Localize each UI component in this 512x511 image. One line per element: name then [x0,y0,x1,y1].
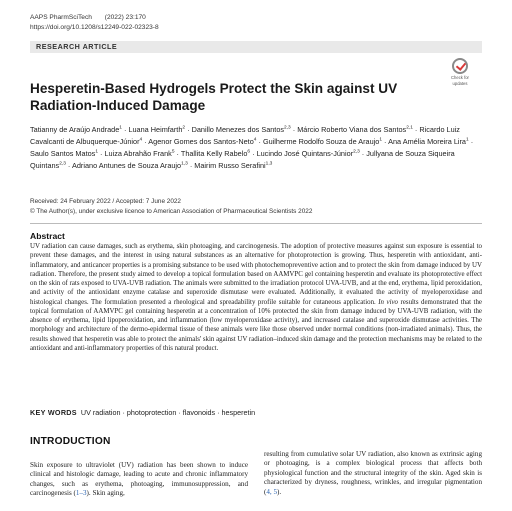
author-affiliation: 2,1 [406,126,413,131]
journal-citation [30,14,146,21]
author-list [30,124,490,172]
author-separator: · [174,149,181,159]
author-name-text: Luiza Abrahão Frank [104,149,172,159]
intro-left-text-1: Skin exposure to ultraviolet (UV) radiation has been shown to induce clinical and histologic damage, leading to acute and chronic inflammatory changes, such as erythema, photoaging, immunosuppression, and carcinogenesis ( [30,461,248,498]
author-name[interactable] [192,125,291,134]
author-affiliation: 1 [466,138,469,144]
author-separator: · [185,125,192,135]
abstract-heading: Abstract [30,231,65,241]
author-name[interactable] [297,125,413,134]
author-name[interactable] [181,149,250,158]
introduction-heading: INTRODUCTION [30,436,111,447]
author-name-text: Agenor Gomes dos Santos-Neto [148,137,254,147]
author-affiliation: 2 [182,126,186,131]
intro-left-text-2: ). Skin aging, [86,489,125,498]
author-separator: · [250,149,257,159]
author-affiliation: 1 [95,150,98,156]
author-separator: · [97,149,105,159]
abstract-text-part-2: results demonstrated that the topical formulation of AAMVPC gel containing hesperetin at a concentration of 10% protected the skin from damage induced by UVA-UVB radiation, with the absence of erythema, lipid lipoperoxidation, and inflammation (low myeloperoxidase activity), and increased catalase and superoxide dismutase activities. The morphology and architecture of the dermo-epidermal tissue of these animals were like those observed under normal conditions (non-irradiated animals). Thus, the results showed that hesperetin was able to protect the animals' skin against UV radiation–induced skin damage and the protection mechanisms may be related to the antioxidant and anti-inflammatory properties of this natural product. [30,298,482,352]
author-affiliation: 2,3 [284,126,291,131]
author-name[interactable] [104,149,174,158]
author-name-text: Saulo Santos Matos [30,149,96,159]
author-separator: · [142,137,149,147]
copyright-notice: © The Author(s), under exclusive licence to American Association of Pharmaceutical Scientists 2022 [30,208,313,215]
journal-name: AAPS PharmSciTech [30,14,92,21]
author-affiliation: 1 [119,126,122,131]
author-affiliation: 4 [253,138,257,144]
received-accepted-dates: Received: 24 February 2022 / Accepted: 7 June 2022 [30,198,181,205]
article-type-banner: RESEARCH ARTICLE [30,41,482,53]
check-updates-icon [452,58,468,74]
author-affiliation: 6 [247,150,251,156]
author-separator: · [121,125,129,135]
author-name-text: Luana Heimfarth [128,125,183,135]
author-name[interactable] [194,161,272,170]
author-affiliation: 1,3 [265,162,273,168]
author-name[interactable] [30,125,122,134]
intro-left-column [30,461,248,499]
author-name-text: Mairim Russo Serafini [194,161,266,171]
author-affiliation: 2,3 [353,150,360,156]
author-separator: · [412,125,420,135]
keywords-label: KEY WORDS [30,408,77,417]
abstract-italic-term: In vivo [378,298,399,306]
author-name[interactable] [148,137,256,146]
paper-title: Hesperetin-Based Hydrogels Protect the Skin against UV Radiation-Induced Damage [30,81,398,113]
author-affiliation: 1,3 [181,162,188,168]
citation-link-4-5[interactable]: 4, 5 [266,487,278,496]
author-name[interactable] [128,125,185,134]
keywords-line [30,408,255,417]
author-separator: · [65,161,72,171]
author-name-text: Thallita Kelly Rabelo [180,149,248,159]
section-divider [30,223,482,224]
intro-right-text-1: resulting from cumulative solar UV radiation, also known as extrinsic aging or photoaging, is a complex biological process that affects both physiological function and the structural integrity of the skin. Aged skin is characterized by dryness, roughness, wrinkles, and irregular pigmentation ( [264,450,482,496]
keywords-items: UV radiation · photoprotection · flavonoids · hesperetin [80,408,256,417]
author-name-text: Márcio Roberto Viana dos Santos [297,125,407,135]
author-name[interactable] [72,161,188,170]
citation-link-1-3[interactable]: 1–3 [75,489,87,498]
abstract-text-part-1: UV radiation can cause damages, such as erythema, skin photoaging, and carcinogenesis. The adoption of protective measures against sun exposure is essential to prevent these damages, and the interest in using natural substances as an alternative for photoprotection is growing. Thus, hesperetin with antioxidant, anti-inflammatory, and anticancer properties is a promising substance to be used with photochemopreventive action and to protect the skin from damage induced by UV radiation. Therefore, the present study aimed to develop a topical formulation based on AAMVPC gel containing hesperetin and evaluate its photoprotective effect on the skin of rats exposed to UVA-UVB radiation. The animals were submitted to the irradiation protocol UVA-UVB, and at the end, erythema, lipid peroxidation, and activity of the antioxidant enzyme catalase and superoxide dismutase were evaluated. Additionally, it evaluated the activity of myeloperoxidase and histological changes. The formulation presented a rheological and spreadability profile suitable for cutaneous application. [30,243,482,306]
check-updates-label-2: updates [452,81,468,86]
author-separator: · [256,137,263,147]
abstract-text [30,242,482,353]
author-affiliation: 1 [379,138,383,144]
intro-right-text-2: ). [277,487,282,496]
author-name-text: Ana Amélia Moreira Lira [388,137,466,147]
author-name-text: Guilherme Rodolfo Souza de Araujo [262,137,380,147]
author-affiliation: 5 [171,150,175,156]
author-affiliation: 4 [139,138,143,144]
check-updates-label-1: Check for [451,75,469,80]
author-name-text: Tatianny de Araújo Andrade [30,125,120,135]
author-separator: · [359,149,367,159]
author-separator: · [382,137,389,147]
author-name-text: Adriano Antunes de Souza Araujo [71,161,182,171]
doi-link[interactable]: https://doi.org/10.1208/s12249-022-02323-8 [30,24,159,31]
author-separator: · [187,161,195,171]
author-affiliation: 2,3 [59,162,66,168]
check-for-updates-badge[interactable] [446,58,474,86]
author-name-text: Ricardo Luiz Cavalcanti de Albuquerque-Júnior [30,125,460,147]
author-name-text: Lucindo José Quintans-Júnior [256,149,354,159]
author-separator: · [468,137,474,147]
journal-issue: (2022) 23:170 [104,14,146,21]
author-name[interactable] [388,137,469,146]
author-name-text: Danillo Menezes dos Santos [191,125,285,135]
author-name-text: Jullyana de Souza Siqueira Quintans [30,149,455,171]
author-separator: · [290,125,298,135]
author-name[interactable] [263,137,382,146]
author-name[interactable] [30,149,98,158]
intro-right-column [264,450,482,497]
author-name[interactable] [257,149,360,158]
